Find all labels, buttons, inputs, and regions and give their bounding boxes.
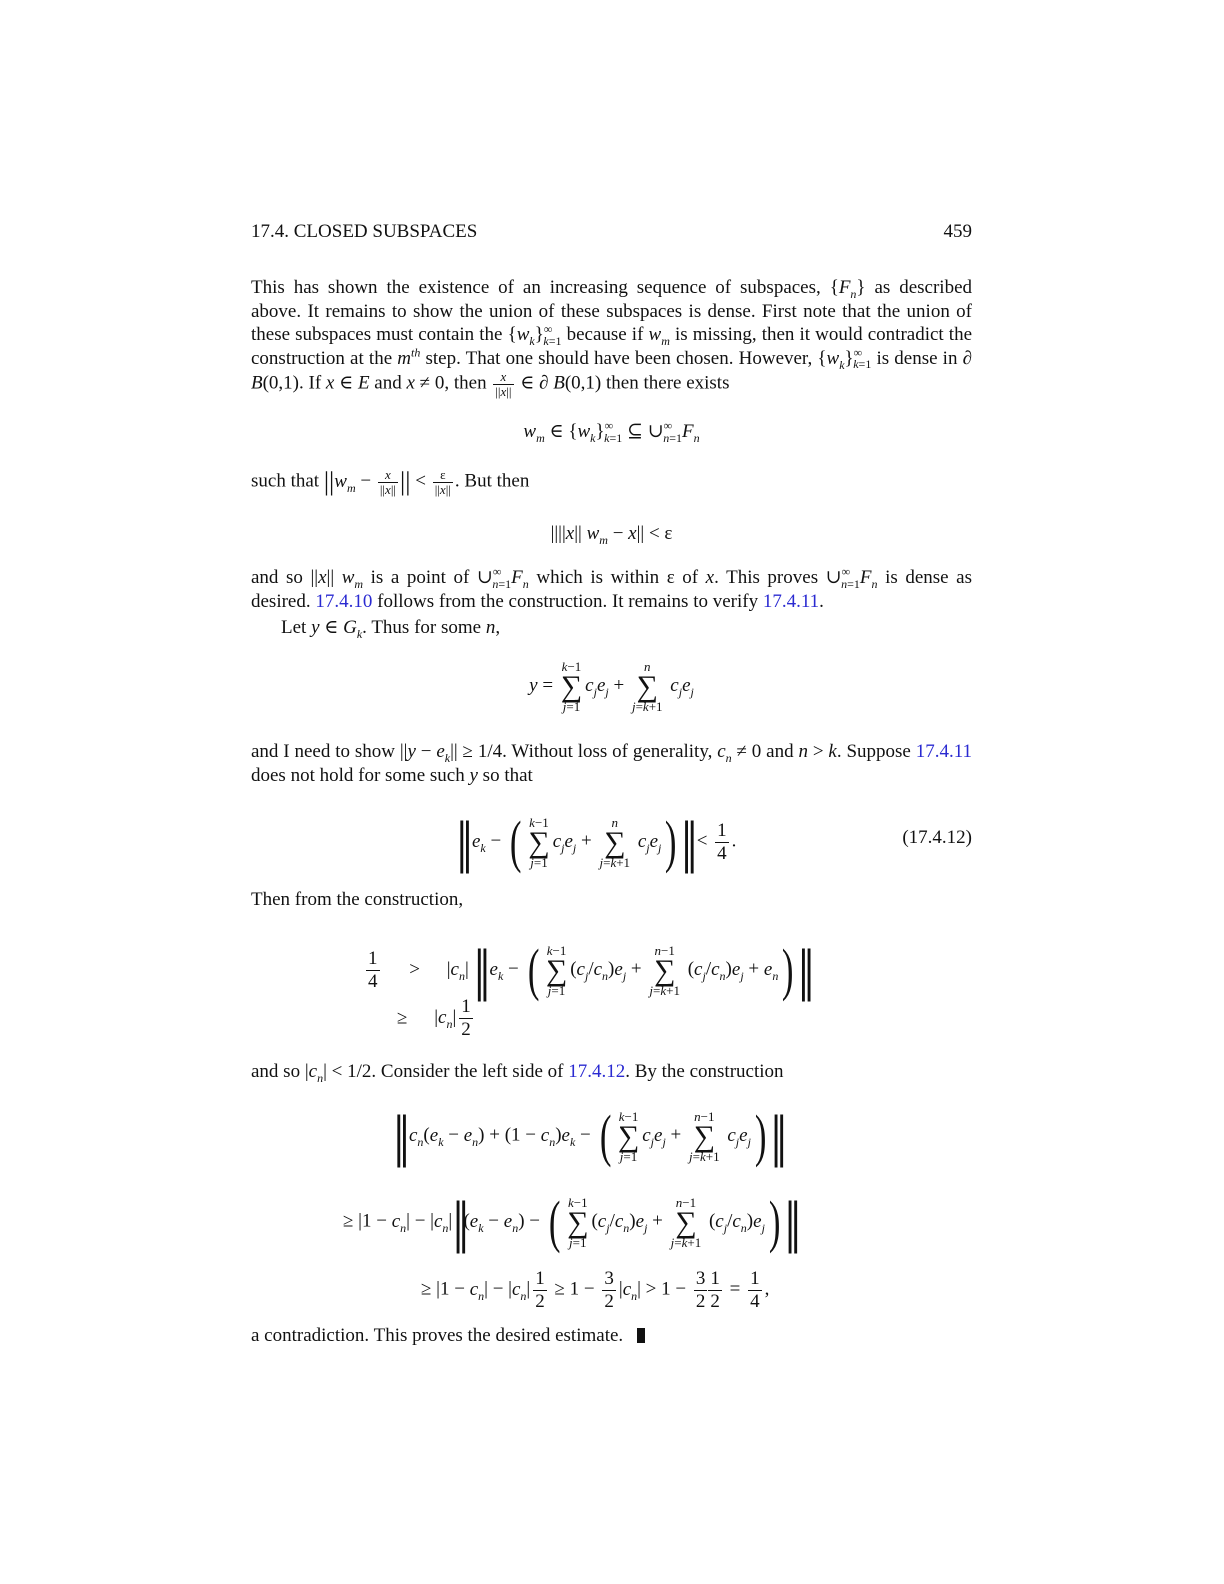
ref-link-17-4-12[interactable]: 17.4.12 bbox=[568, 1061, 626, 1082]
p3-text-b: . Thus for some bbox=[362, 617, 486, 638]
p1-text-b: as described above. It remains to show the union of these subspaces is dense. First note that the union of these subspaces must contain the bbox=[251, 277, 972, 345]
paragraph-7 bbox=[251, 1324, 972, 1348]
p3-text-a: Let bbox=[281, 617, 312, 638]
p1-text-c: because if bbox=[561, 324, 649, 345]
p1-text-d: is missing, then it would contradict the construction at the bbox=[251, 324, 973, 369]
p1-text-e: step. That one should have been chosen. However, bbox=[420, 347, 818, 369]
equation-final-chain: || $c_n(e_k - e_n) + (1 - c_n)e_k$ − ( k−1 ∑ j=1 $c_je_j$ + n−1 ∑ j=k+1 $c_je_j)||$ ≥ $|1 - c_n| - |c_n|||(e_k - e_n)$ − ( k−1 ∑ j=1 $(c_j/c_n)e_j$ + n−1 ∑ j=k+1 $(c_j/c_n)e_j)||$ ≥ $|1 - c_n| - |c_n|$ $\frac{1}{2}$ ≥ 1 − $\frac{3}{2}$ $|c_n| > 1$ − $\frac{3}{2}$ $\frac{1}{2}$ = $\frac{1}{4}$ , bbox=[343, 1103, 796, 1312]
p1-text-h: and bbox=[369, 372, 407, 394]
paragraph-1: This has shown the existence of an increasing sequence of subspaces, $\{F_n\}$ as described above. It remains to show the union of these subspaces is dense. First note that the union of these subspaces must contain the $\{w_k\}^\infty_{k=1}$ because if $w_m$ is missing, then it would contradict the construction at the $m^{th}$ step. That one should have been chosen. However, $\{w_k\}^\infty_{k=1}$ is dense in ∂ B(0,1). If x ∈ E and x ≠ 0, then $\frac{x}{||x||}$ ∈ ∂ B(0,1) then there exists bbox=[251, 277, 973, 399]
page-number: 459 bbox=[943, 221, 972, 242]
equation-number: (17.4.12) bbox=[902, 827, 972, 848]
paragraph-6: and so $|c_n| < 1/2$. Consider the left side of 17.4.12. By the construction bbox=[251, 1061, 784, 1085]
but-then-text: . But then bbox=[454, 470, 530, 492]
p2-text-a: and so bbox=[251, 567, 311, 588]
p2-text-f: follows from the construction. It remains to verify bbox=[372, 591, 763, 612]
p7-text: a contradiction. This proves the desired estimate. bbox=[251, 1325, 624, 1346]
p1-text-i: , then bbox=[444, 372, 492, 394]
p4-text-e: does not hold for some such bbox=[251, 765, 470, 786]
p2-text-d: . This proves bbox=[714, 567, 826, 588]
p2-text-b: is a point of bbox=[363, 567, 477, 588]
p1-text-j: then there exists bbox=[601, 372, 730, 394]
p6-text-b: . Consider the left side of bbox=[371, 1061, 569, 1082]
p4-text-b: . Without loss of generality, bbox=[502, 741, 718, 762]
ref-link-17-4-10[interactable]: 17.4.10 bbox=[315, 591, 373, 612]
p2-text-c: which is within ε of bbox=[528, 567, 706, 588]
p1-text-f: is dense in ∂ bbox=[871, 347, 972, 369]
such-that-text: such that bbox=[251, 470, 320, 492]
ref-link-17-4-11-b[interactable]: 17.4.11 bbox=[915, 741, 973, 762]
section-title: 17.4. CLOSED SUBSPACES bbox=[251, 221, 478, 242]
equation-17-4-12: || $e_k$ − ( k−1 ∑ j=1 $c_je_j$ + n ∑ j=k+1 $c_je_j)||$ < $\frac{1}{4}$ . (17.4.12) bbox=[456, 809, 972, 875]
p6-text-c: . By the construction bbox=[625, 1061, 784, 1082]
equation-construction-bound: $\frac{1}{4}$ > $|c_n|$ || $e_k$ − ( k−1 ∑ j=1 $(c_j/c_n)e_j$ + n−1 ∑ j=k+1 $(c_j/c_n)e_j + e_n)||$ ≥ $|c_n|$ $\frac{1}{2}$ bbox=[368, 937, 809, 1040]
equation-y-sum: y = k−1 ∑ j=1 $c_je_j$ + n ∑ j=k+1 $c_je_j$ bbox=[529, 659, 694, 714]
paragraph-2: and so ||x|| $w_m$ is a point of $\cup^\infty_{n=1}F_n$ which is within ε of x. This proves $\cup^\infty_{n=1}F_n$ is dense as desired. 17.4.10 follows from the construction. It remains to verify 17.4.11. Let y ∈ $G_k$. Thus for some n, bbox=[251, 564, 972, 641]
p1-text-g: . If bbox=[299, 372, 326, 394]
ref-link-17-4-11[interactable]: 17.4.11 bbox=[762, 591, 820, 612]
paragraph-5 bbox=[251, 888, 972, 912]
p2-text-e: is dense as desired. bbox=[251, 567, 972, 612]
p1-text-a: This has shown the existence of an increasing sequence of subspaces, bbox=[251, 277, 830, 298]
such-that-line: such that $||w_m$ − $\frac{x}{||x||}$ || < $\frac{\varepsilon}{||x||}$ . But then bbox=[251, 467, 530, 497]
qed-icon bbox=[637, 1328, 645, 1343]
p6-text-a: and so bbox=[251, 1061, 305, 1082]
equation-norm-estimate: ||||x|| $w_m - x|| < \varepsilon$ bbox=[550, 523, 673, 547]
p4-text-f: so that bbox=[477, 765, 533, 786]
p4-text-a: and I need to show bbox=[251, 741, 400, 762]
p4-text-d: . Suppose bbox=[836, 741, 916, 762]
equation-wm-membership: $w_m$ ∈ $\{w_k\}^\infty_{k=1}$ ⊆ $\cup^\infty_{n=1}F_n$ bbox=[523, 418, 700, 445]
p4-text-c: and bbox=[761, 741, 799, 762]
p5-text: Then from the construction, bbox=[251, 889, 464, 910]
paragraph-4: and I need to show $||y - e_k|| \ge 1/4$. Without loss of generality, $c_n \ne 0$ and n > k. Suppose 17.4.11 does not hold for some such y so that bbox=[251, 741, 973, 786]
